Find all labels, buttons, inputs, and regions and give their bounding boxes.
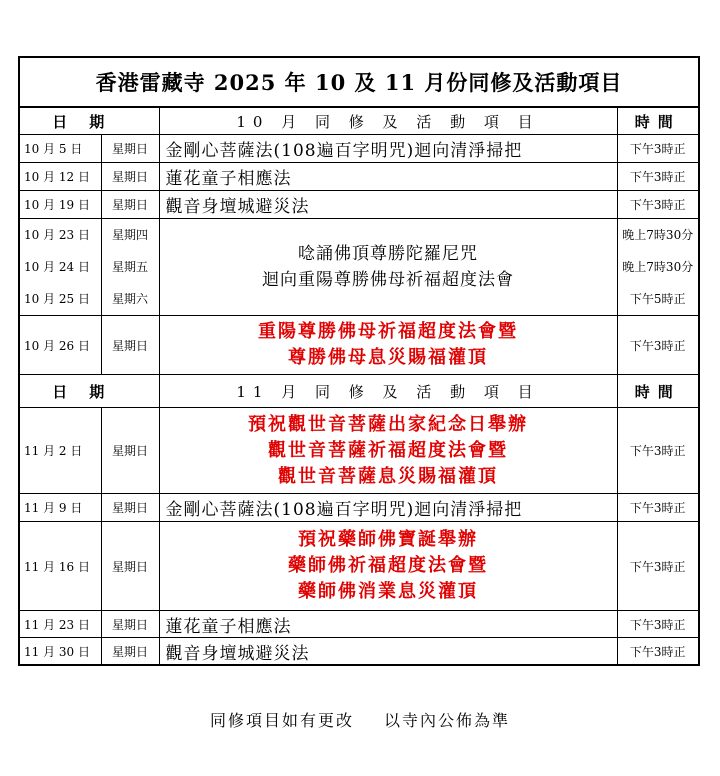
group-weekday: 星期四	[112, 228, 149, 242]
date-header: 日期	[19, 107, 159, 135]
group-times	[617, 219, 699, 316]
row-activity: 觀音身壇城避災法	[159, 191, 617, 219]
row-weekday: 星期日	[101, 316, 159, 375]
row-time: 下午3時正	[617, 522, 699, 611]
row-date: 11 月 30 日	[19, 638, 101, 666]
row-weekday: 星期日	[101, 611, 159, 638]
footer-note	[0, 708, 720, 731]
row-date: 11 月 23 日	[19, 611, 101, 638]
group-activity-line: 唸誦佛頂尊勝陀羅尼咒	[298, 244, 478, 264]
row-weekday: 星期日	[101, 638, 159, 666]
row-date: 11 月 9 日	[19, 494, 101, 522]
time-header: 時間	[617, 107, 699, 135]
special-activity-line: 藥師佛消業息災灌頂	[298, 581, 478, 602]
row-time: 下午3時正	[617, 191, 699, 219]
november-activity-header: 11 月 同 修 及 活 動 項 目	[159, 375, 617, 408]
table-row	[19, 611, 699, 638]
row-activity: 蓮花童子相應法	[159, 611, 617, 638]
row-date: 10 月 19 日	[19, 191, 101, 219]
schedule-title: 香港雷藏寺 2025 年 10 及 11 月份同修及活動項目	[18, 56, 700, 106]
group-activity-line: 迴向重陽尊勝佛母祈福超度法會	[262, 270, 514, 290]
row-activity: 金剛心菩薩法(108遍百字明咒)迴向清淨掃把	[159, 494, 617, 522]
row-date: 10 月 12 日	[19, 163, 101, 191]
special-activity-line: 重陽尊勝佛母祈福超度法會暨	[258, 321, 518, 342]
table-row	[19, 191, 699, 219]
special-activity-line: 觀世音菩薩祈福超度法會暨	[268, 439, 508, 461]
row-activity: 觀音身壇城避災法	[159, 638, 617, 666]
row-activity: 金剛心菩薩法(108遍百字明咒)迴向清淨掃把	[159, 135, 617, 163]
table-row-special	[19, 316, 699, 375]
group-weekday: 星期六	[112, 292, 149, 306]
row-time: 下午3時正	[617, 135, 699, 163]
row-date: 10 月 26 日	[19, 316, 101, 375]
table-row-special	[19, 408, 699, 494]
row-date: 10 月 5 日	[19, 135, 101, 163]
row-activity: 蓮花童子相應法	[159, 163, 617, 191]
special-activity	[159, 316, 617, 375]
special-activity-line: 預祝藥師佛寶誕舉辦	[298, 529, 478, 550]
group-date: 10 月 23 日	[24, 228, 90, 242]
row-weekday: 星期日	[101, 191, 159, 219]
time-header: 時間	[617, 375, 699, 408]
schedule-table	[18, 106, 700, 666]
special-activity-line: 預祝觀世音菩薩出家紀念日舉辦	[248, 413, 528, 435]
footer-note-left: 同修項目如有更改	[209, 711, 354, 730]
group-weekdays	[101, 219, 159, 316]
row-time: 下午3時正	[617, 494, 699, 522]
row-date: 11 月 2 日	[19, 408, 101, 494]
table-row	[19, 163, 699, 191]
row-weekday: 星期日	[101, 135, 159, 163]
group-activity	[159, 219, 617, 316]
schedule-sheet	[18, 56, 700, 666]
group-time: 下午5時正	[629, 292, 686, 306]
special-activity	[159, 408, 617, 494]
group-date: 10 月 25 日	[24, 292, 90, 306]
row-time: 下午3時正	[617, 163, 699, 191]
special-activity-line: 觀世音菩薩息災賜福灌頂	[278, 465, 498, 487]
special-activity-line: 尊勝佛母息災賜福灌頂	[288, 347, 488, 368]
group-weekday: 星期五	[112, 260, 149, 274]
row-weekday: 星期日	[101, 408, 159, 494]
group-time: 晚上7時30分	[622, 260, 694, 274]
row-time: 下午3時正	[617, 408, 699, 494]
special-activity	[159, 522, 617, 611]
october-header-row	[19, 107, 699, 135]
row-date: 11 月 16 日	[19, 522, 101, 611]
november-header-row	[19, 375, 699, 408]
row-weekday: 星期日	[101, 163, 159, 191]
row-time: 下午3時正	[617, 611, 699, 638]
table-row	[19, 638, 699, 666]
table-row	[19, 135, 699, 163]
row-time: 下午3時正	[617, 638, 699, 666]
footer-note-right: 以寺內公佈為準	[384, 711, 511, 730]
special-activity-line: 藥師佛祈福超度法會暨	[288, 555, 488, 576]
date-header: 日期	[19, 375, 159, 408]
group-dates	[19, 219, 101, 316]
row-time: 下午3時正	[617, 316, 699, 375]
october-activity-header: 10 月 同 修 及 活 動 項 目	[159, 107, 617, 135]
row-weekday: 星期日	[101, 522, 159, 611]
group-time: 晚上7時30分	[622, 228, 694, 242]
table-row	[19, 494, 699, 522]
table-row-group	[19, 219, 699, 316]
table-row-special	[19, 522, 699, 611]
group-date: 10 月 24 日	[24, 260, 90, 274]
row-weekday: 星期日	[101, 494, 159, 522]
